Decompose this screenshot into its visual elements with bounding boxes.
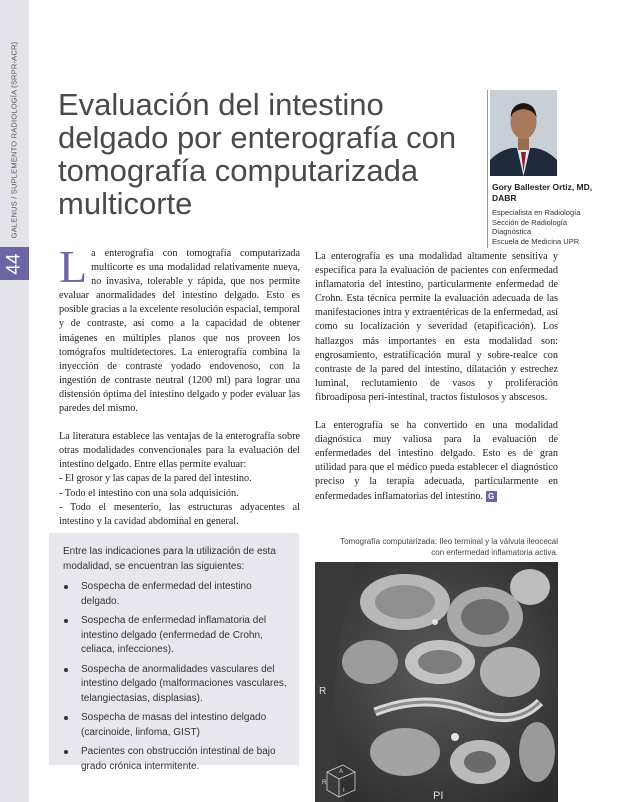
indications-list (63, 580, 289, 774)
list-item (63, 711, 289, 740)
conclusion-paragraph (315, 419, 558, 504)
orient-a: A (339, 769, 344, 775)
orient-i: I (343, 788, 345, 794)
bullet-icon (64, 668, 68, 672)
page-number: 44 (3, 252, 25, 275)
sensitivity-paragraph: La enterografía es una modalidad altamente sensitiva y específica para la evaluación de pacientes con enfermedad inflamatoria del intestino, particularmente enfermedad de Crohn. Esta técnica permite la evaluación adecuada de las manifestaciones intra y extraentéricas de la enfermedad, así como su localización y severidad (etapificación). Los hallazgos más importantes en esta modalidad son: engrosamiento, estratificación mural y sobre-realce con contraste de la pared del intestino, dilatación y estrechez luminal, reclutamiento de vasos y proliferación fibroadiposa peri-intestinal, tractos fistulosos y abscesos. (315, 251, 558, 403)
article-title: Evaluación del intestino delgado por enterografía con tomografía computarizada multicorte (58, 87, 457, 221)
affiliation-line: Sección de Radiología (492, 217, 568, 227)
list-item: - Todo el intestino con una sola adquisición. (59, 487, 239, 499)
conclusion-paragraph-text: La enterografía se ha convertido en una modalidad diagnóstica muy valiosa para la evaluación de enfermedades del intestino delgado. Esto es de gran utilidad para que el médico pueda establecer el diagnóstico preciso y la terapia adecuada, particularmente en enfermedades inflamatorias del intestino. (315, 420, 558, 502)
bullet-icon (64, 716, 68, 720)
ct-label-pi: PI (433, 790, 444, 802)
list-item (63, 663, 289, 707)
intro-paragraph-text: a enterografía con tomografía computarizada multicorte es una modalidad relativamente nueva, no invasiva, tolerable y rápida, que nos permite evaluar anormalidades del intestino delgado. Esto es posible gracias a la excelente resolución espacial, temporal y de contraste, así como a la capacidad de obtener imágenes en múltiples planos que nos proveen los tomógrafos multidetectores. La enterografía combina la inyección de contraste yodado endovenoso, con la ingestión de contraste neutral (1200 ml) para lograr una distensión óptima del intestino delgado y poder evaluar las paredes del mismo. (59, 248, 300, 415)
body-column-1 (59, 241, 300, 529)
list-item (63, 745, 289, 774)
drop-cap: L (59, 241, 88, 292)
ct-scan-image (315, 562, 558, 802)
list-item: - Todo el mesenterio, las estructuras adyacentes al intestino y la cavidad abdominal en general. (59, 501, 300, 527)
author-name: Gory Ballester Ortiz, MD, DABR (492, 182, 593, 203)
author-photo (490, 90, 557, 176)
intro-paragraph (59, 241, 300, 416)
list-item-text: Sospecha de masas del intestino delgado (carcinoide, linfoma, GIST) (81, 712, 267, 738)
indications-box (49, 533, 299, 772)
advantages-paragraph (59, 430, 300, 472)
list-item (63, 580, 289, 609)
affiliation-line: Diagnóstica (492, 227, 532, 237)
author-divider (487, 90, 488, 248)
list-item: - El grosor y las capas de la pared del intestino. (59, 473, 252, 485)
bullet-icon (64, 585, 68, 589)
author-affiliation (492, 208, 617, 246)
advantages-paragraph-text: La literatura establece las ventajas de la enterografía sobre otras modalidades convencionales para la evaluación del intestino delgado. Entre ellas permite evaluar: (59, 431, 300, 471)
affiliation-line: Especialista en Radiología (492, 208, 581, 217)
figure-caption: Tomografía computarizada: Ileo terminal y la válvula ileocecal con enfermedad inflamatoria activa. (340, 537, 558, 557)
bullet-icon (64, 750, 68, 754)
list-item-text: Sospecha de anormalidades vasculares del intestino delgado (malformaciones vasculares, telangiectasias, displasias). (81, 663, 287, 704)
sidebar (0, 0, 29, 802)
advantages-list (59, 472, 300, 528)
page-number-box (0, 247, 29, 280)
orient-r: R (322, 780, 327, 786)
ct-label-r: R (319, 686, 327, 697)
body-column-2 (315, 250, 558, 518)
running-header: GALENUS / SUPLEMENTO RADIOLOGÍA (SRPR-ACR) (9, 41, 19, 239)
list-item-text: Sospecha de enfermedad inflamatoria del intestino delgado (enfermedad de Crohn, celiaca, infecciones). (81, 615, 267, 655)
list-item (63, 614, 289, 658)
list-item-text: Sospecha de enfermedad del intestino delgado. (81, 581, 252, 607)
bullet-icon (64, 619, 68, 623)
list-item-text: Pacientes con obstrucción intestinal de bajo grado crónica intermitente. (81, 746, 276, 772)
indications-intro: Entre las indicaciones para la utilización de esta modalidad, se encuentran las siguientes: (63, 546, 276, 572)
affiliation-line: Escuela de Medicina UPR (492, 236, 580, 246)
end-of-article-mark: G (486, 491, 497, 502)
